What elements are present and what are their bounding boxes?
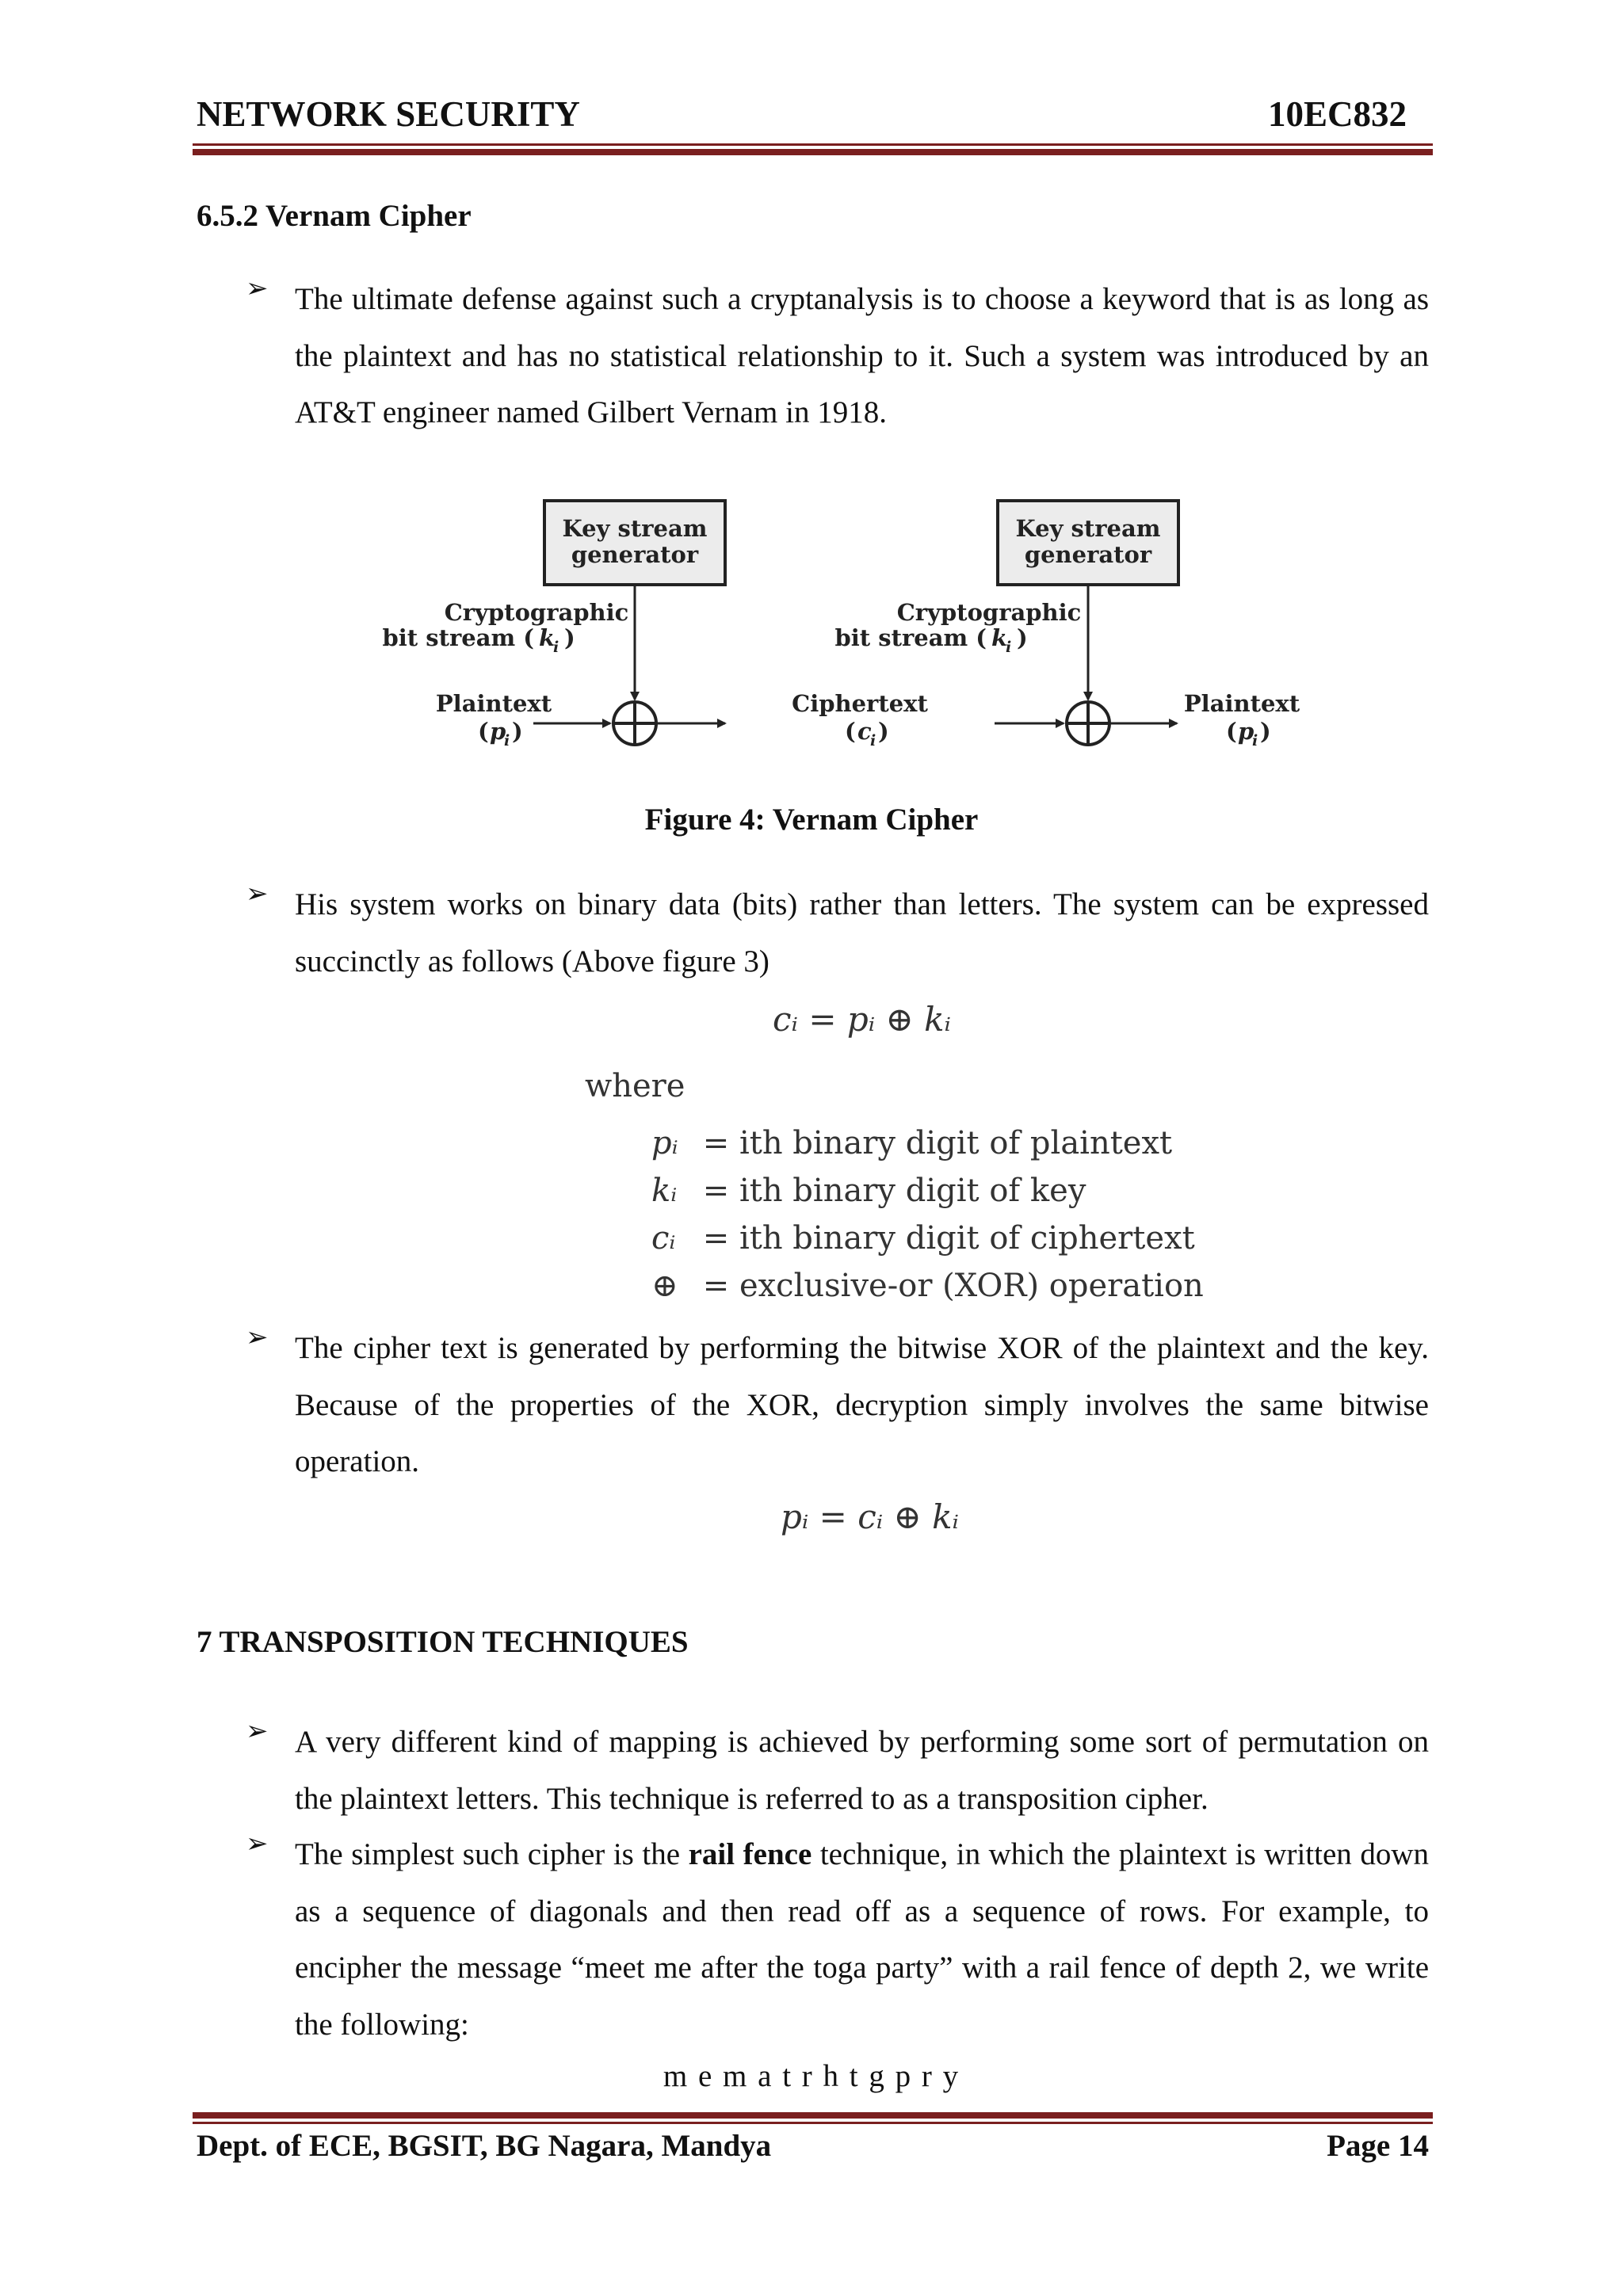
ciphertext-open-right: ( [845,718,856,745]
ciphertext-label-right: Ciphertext [792,690,928,717]
vernam-figure [382,487,1323,765]
page-header [197,93,1407,149]
plaintext-open-left: ( [478,718,489,745]
rail-fence-text-before: The simplest such cipher is the [295,1837,689,1871]
crypto-var-left: k [539,624,556,651]
bullet-text: The cipher text is generated by performing the bitwise XOR of the plaintext and the key. Because of the properties of the XOR, decryption simply involves the same bitwise operation. [295,1331,1429,1478]
definition-list [651,1125,1204,1315]
plaintext-label-left: Plaintext [435,690,552,717]
keystream-label-left-2: generator [571,541,699,568]
page-number: Page 14 [1327,2129,1429,2163]
ciphertext-var-right: c [857,718,872,745]
definition-row [651,1220,1204,1268]
ciphertext-close-right: ) [878,718,889,745]
bullet-text: The ultimate defense against such a cryptanalysis is to choose a keyword that is as long as the plaintext and has no statistical relationship to it. Such a system was introduced by an AT&T engineer named Gilbert Vernam in 1918. [295,282,1429,429]
crypto-label-left-2: bit stream ( [382,624,534,651]
bullet-vernam-intro [246,271,1429,441]
definition-row [651,1268,1204,1315]
crypto-label-right-2: bit stream ( [834,624,987,651]
footer-rule-thick [193,2112,1433,2119]
course-code: 10EC832 [1267,94,1407,134]
section-heading-7: 7 TRANSPOSITION TECHNIQUES [197,1625,689,1659]
plaintext-close-left: ) [512,718,523,745]
vernam-diagram [382,487,1323,765]
bullet-rail-fence [246,1826,1429,2053]
keystream-label-right-2: generator [1024,541,1152,568]
bullet-binary-data [246,876,1429,990]
plaintext-var-right: p [1238,718,1254,745]
bullet-arrow-icon: ➢ [246,879,269,909]
crypto-label-left-1: Cryptographic [444,599,629,626]
definition-text: = ith binary digit of ciphertext [702,1220,1195,1257]
equation-decrypt: pᵢ = cᵢ ⊕ kᵢ [781,1497,959,1536]
bullet-arrow-icon: ➢ [246,274,269,303]
keystream-label-left-1: Key stream [562,515,708,542]
crypto-sub-left: i [553,639,559,656]
crypto-paren-left: ) [564,624,575,651]
where-label: where [585,1068,685,1104]
crypto-var-right: k [991,624,1008,651]
department-label: Dept. of ECE, BGSIT, BG Nagara, Mandya [197,2129,772,2163]
definition-text: = ith binary digit of key [702,1173,1086,1209]
plaintext-close-right: ) [1260,718,1271,745]
plaintext-sub-left: i [504,732,510,749]
bullet-xor-decrypt [246,1320,1429,1490]
crypto-sub-right: i [1006,639,1012,656]
definition-text: = exclusive-or (XOR) operation [702,1268,1204,1304]
bullet-text: A very different kind of mapping is achieved by performing some sort of permutation on the plaintext letters. This technique is referred to as a transposition cipher. [295,1725,1429,1816]
rail-fence-term: rail fence [688,1837,812,1871]
xor-symbol-icon: ⊕ [651,1268,678,1304]
header-rule-thin [193,143,1433,146]
bullet-arrow-icon: ➢ [246,1323,269,1352]
plaintext-var-left: p [490,718,506,745]
crypto-paren-right: ) [1017,624,1028,651]
definition-symbol: cᵢ [651,1220,676,1257]
footer-rule-thin [193,2122,1433,2124]
rail-fence-row: m e m a t r h t g p r y [663,2059,960,2093]
section-heading-652: 6.5.2 Vernam Cipher [197,199,472,233]
definition-text: = ith binary digit of plaintext [702,1125,1173,1161]
rail-fence-text-after: technique, in which the plaintext is written down as a sequence of diagonals and then read off as a sequence of rows. For example, to encipher the message “meet me after the toga party” with a rail fence of depth 2, we write the following: [295,1837,1430,2042]
definition-symbol: kᵢ [651,1173,678,1209]
bullet-arrow-icon: ➢ [246,1717,269,1746]
equation-encrypt: cᵢ = pᵢ ⊕ kᵢ [773,1000,951,1039]
definition-row [651,1173,1204,1220]
bullet-text [295,1826,1429,2053]
bullet-arrow-icon: ➢ [246,1829,269,1859]
course-title: NETWORK SECURITY [197,94,580,134]
header-rule-thick [193,149,1433,155]
ciphertext-sub-right: i [870,732,876,749]
plaintext-sub-right: i [1252,732,1258,749]
crypto-label-right-1: Cryptographic [896,599,1082,626]
keystream-label-right-1: Key stream [1015,515,1161,542]
figure-caption: Figure 4: Vernam Cipher [644,803,979,837]
plaintext-open-right: ( [1226,718,1237,745]
plaintext-label-right: Plaintext [1183,690,1300,717]
bullet-text: His system works on binary data (bits) rather than letters. The system can be expressed succinctly as follows (Above figure 3) [295,887,1429,978]
bullet-transposition [246,1714,1429,1827]
definition-row [651,1125,1204,1173]
definition-symbol: pᵢ [651,1125,678,1161]
